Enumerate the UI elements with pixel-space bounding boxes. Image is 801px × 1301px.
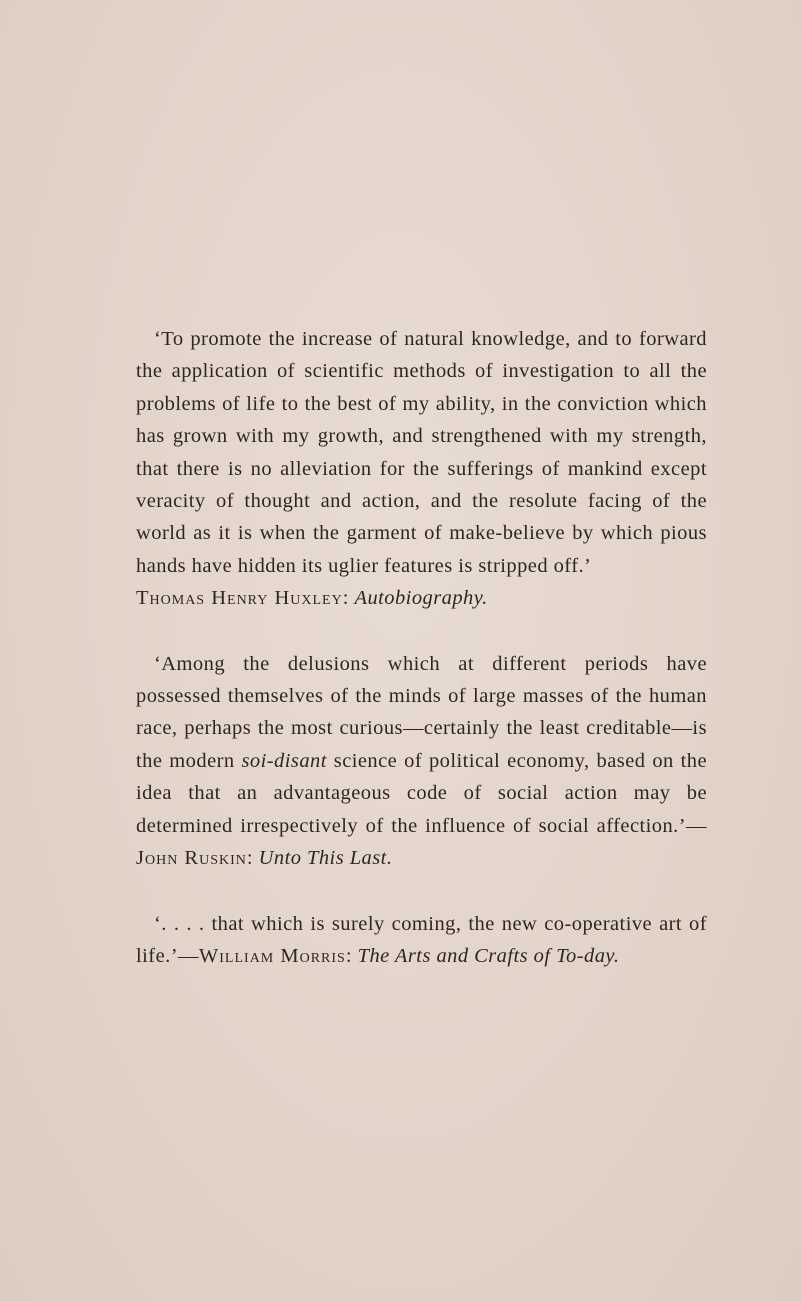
quote-huxley xyxy=(136,323,707,615)
attribution xyxy=(136,582,707,614)
quote-text-part: ‘Among the delusions which at different periods have possessed themselves of the minds of large masses of the human race, perhaps the most curious—certainly the least creditable—is the modern xyxy=(136,652,707,772)
author-name: John Ruskin xyxy=(136,847,247,870)
quote-text xyxy=(136,648,707,875)
quote-ruskin xyxy=(136,648,707,875)
quote-text: ‘To promote the increase of natural knowledge, and to forward the application of scientific methods of investigation to all the problems of life to the best of my ability, in the conviction which has grown with my growth, and strengthened with my strength, that there is no alleviation for the sufferings of mankind except veracity of thought and action, and the resolute facing of the world as it is when the garment of make-believe by which pious hands have hidden its uglier features is stripped off.’ xyxy=(136,328,707,577)
author-name: William Morris xyxy=(198,944,346,967)
author-name: Thomas Henry Huxley xyxy=(136,587,343,610)
quote-text-part: science of political economy, based on the idea that an advantageous code of social action may be determined irrespectively of the influence of social affection.’— xyxy=(136,749,708,837)
attribution-separator: : xyxy=(345,944,358,967)
quote-text-part: ‘. . . . that which is surely coming, the new co-operative art of life.’— xyxy=(136,912,707,967)
work-title: Autobiography. xyxy=(354,587,488,610)
quote-morris xyxy=(136,908,707,973)
work-title: Unto This Last. xyxy=(258,847,393,870)
attribution-separator: : xyxy=(342,587,355,610)
quote-text xyxy=(136,908,707,973)
epigraph-page xyxy=(136,323,707,972)
work-title: The Arts and Crafts of To-day. xyxy=(357,944,620,967)
quote-italic-phrase: soi-disant xyxy=(241,749,327,772)
attribution-separator: : xyxy=(246,847,259,870)
